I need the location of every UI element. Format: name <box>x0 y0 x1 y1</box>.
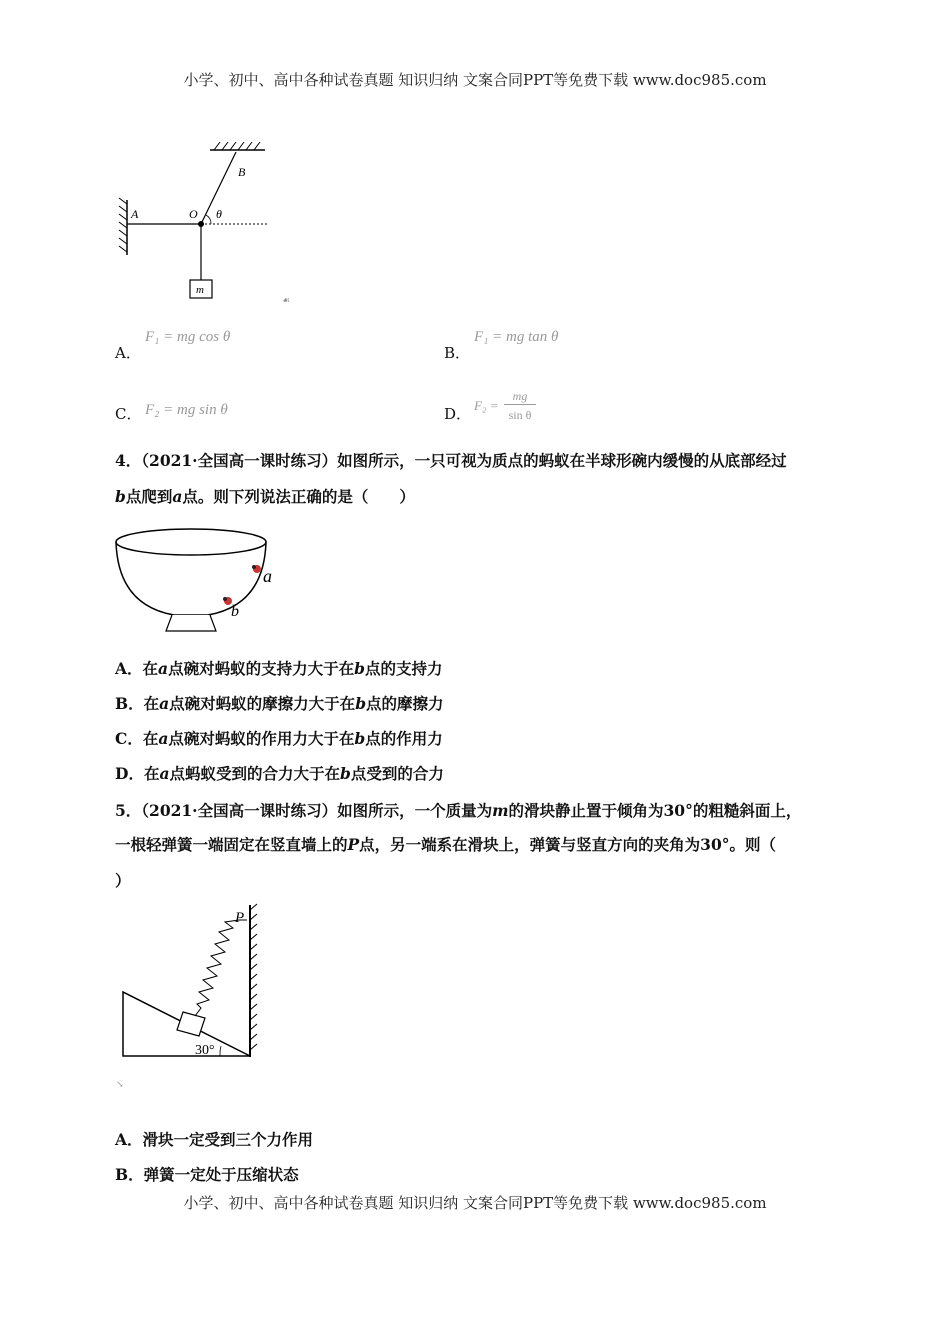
q3-option-b[interactable]: B． <box>444 344 471 362</box>
incline-angle-label: 30° <box>195 1043 215 1058</box>
incline-spring-diagram <box>115 900 275 1065</box>
q3-option-d-denominator: sin θ <box>508 408 532 422</box>
theta-label: θ <box>216 207 222 221</box>
q5-stem-line3: ） <box>115 871 131 890</box>
q3-option-d[interactable]: D． <box>444 405 472 423</box>
mass-label: m <box>196 284 204 296</box>
q3-option-c[interactable]: C． <box>115 405 142 423</box>
q4-option-a[interactable]: A．在a点碗对蚂蚁的支持力大于在b点的支持力 <box>115 659 443 678</box>
bowl-diagram <box>110 515 290 635</box>
point-b-label: B <box>238 165 246 179</box>
q3-option-d-numerator: mg <box>504 388 536 405</box>
q3-option-b-formula: F₁ = mg tan θ <box>474 329 559 345</box>
string-tension-diagram <box>110 140 290 310</box>
q4-option-d[interactable]: D．在a点蚂蚁受到的合力大于在b点受到的合力 <box>115 764 444 783</box>
q3-option-c-formula: F₂ = mg sin θ <box>145 402 228 418</box>
q5-option-b[interactable]: B．弹簧一定处于压缩状态 <box>115 1165 299 1184</box>
point-a-label: A <box>131 207 139 221</box>
q4-option-b[interactable]: B．在a点碗对蚂蚁的摩擦力大于在b点的摩擦力 <box>115 694 444 713</box>
q3-option-a-formula: F₁ = mg cos θ <box>145 329 231 345</box>
q5-option-a[interactable]: A．滑块一定受到三个力作用 <box>115 1130 314 1149</box>
q3-option-a[interactable]: A． <box>115 344 141 362</box>
bowl-point-a: a <box>263 566 272 586</box>
q3-option-d-lhs: F₂ = <box>474 398 499 413</box>
q5-stem: 5．（2021·全国高一课时练习）如图所示，一个质量为m的滑块静止置于倾角为30°的粗糙斜面上， <box>115 801 802 820</box>
page-header: 小学、初中、高中各种试卷真题 知识归纳 文案合同PPT等免费下载 www.doc985.com <box>183 71 767 89</box>
q4-stem-line2: b点爬到a点。则下列说法正确的是（ ） <box>115 487 415 506</box>
page-footer: 小学、初中、高中各种试卷真题 知识归纳 文案合同PPT等免费下载 www.doc985.com <box>183 1194 767 1212</box>
q4-stem: 4．（2021·全国高一课时练习）如图所示，一只可视为质点的蚂蚁在半球形碗内缓慢的从底部经过 <box>115 451 787 470</box>
point-o-label: O <box>189 207 198 221</box>
q4-option-c[interactable]: C．在a点碗对蚂蚁的作用力大于在b点的作用力 <box>115 729 443 748</box>
q5-stem-line2: 一根轻弹簧一端固定在竖直墙上的P点，另一端系在滑块上，弹簧与竖直方向的夹角为30°。则（ <box>115 835 776 854</box>
bowl-point-b: b <box>231 603 239 620</box>
point-p-label: P <box>235 910 245 926</box>
